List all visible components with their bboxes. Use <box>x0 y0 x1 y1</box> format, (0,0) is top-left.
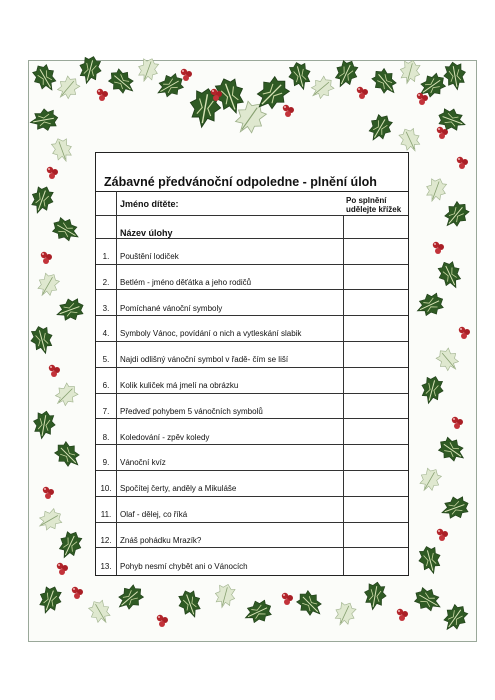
task-number: 11. <box>100 510 112 519</box>
task-name: Kolik kuliček má jmelí na obrázku <box>120 381 239 390</box>
task-number: 3. <box>102 303 110 313</box>
table-row <box>96 523 408 549</box>
task-number: 13. <box>100 561 112 571</box>
task-worksheet <box>95 152 409 576</box>
task-number: 5. <box>102 355 110 365</box>
task-number: 7. <box>102 406 110 416</box>
task-name-column-header: Název úlohy <box>120 228 173 238</box>
task-name: Symboly Vánoc, povídání o nich a vytleskání slabik <box>120 329 302 339</box>
task-number: 2. <box>102 277 110 287</box>
task-name: Koledování - zpěv koledy <box>120 432 210 442</box>
task-name: Vánoční kvíz <box>120 458 166 468</box>
table-row <box>96 497 408 523</box>
task-name: Pohyb nesmí chybět ani o Vánocích <box>120 561 248 571</box>
table-header-row <box>96 216 408 239</box>
completion-checkbox-cell[interactable] <box>343 316 408 341</box>
completion-checkbox-cell[interactable] <box>343 291 408 316</box>
completion-checkbox-cell[interactable] <box>343 471 408 496</box>
task-number: 6. <box>102 381 110 390</box>
table-row <box>96 342 408 368</box>
completion-checkbox-cell[interactable] <box>343 265 408 290</box>
task-number: 12. <box>100 535 112 545</box>
completion-column-header: Po splnění udělejte křížek <box>346 196 402 214</box>
table-row <box>96 368 408 394</box>
task-name: Betlém - jméno děťátka a jeho rodičů <box>120 277 252 287</box>
task-name: Znáš pohádku Mrazík? <box>120 535 202 545</box>
completion-checkbox-cell[interactable] <box>343 497 408 522</box>
table-row <box>96 239 408 265</box>
task-number: 4. <box>102 329 110 339</box>
table-row <box>96 471 408 497</box>
table-row <box>96 549 408 575</box>
completion-checkbox-cell[interactable] <box>343 420 408 445</box>
completion-checkbox-cell[interactable] <box>343 368 408 393</box>
task-number: 1. <box>102 252 110 261</box>
task-number: 10. <box>100 484 112 494</box>
table-row <box>96 291 408 317</box>
task-number: 8. <box>102 432 110 442</box>
number-column-divider <box>116 191 117 575</box>
task-name: Olaf - dělej, co říká <box>120 510 188 519</box>
child-name-label: Jméno dítěte: <box>120 199 179 209</box>
task-name: Pomíchané vánoční symboly <box>120 303 223 313</box>
completion-checkbox-cell[interactable] <box>343 239 408 264</box>
table-row <box>96 394 408 420</box>
table-row <box>96 420 408 446</box>
task-name: Najdi odlišný vánoční symbol v řadě- čím se liší <box>120 355 289 365</box>
table-row <box>96 316 408 342</box>
completion-checkbox-cell[interactable] <box>343 445 408 470</box>
task-number: 9. <box>102 458 110 468</box>
completion-checkbox-cell[interactable] <box>343 394 408 419</box>
completion-checkbox-cell[interactable] <box>343 523 408 548</box>
table-row <box>96 445 408 471</box>
table-row <box>96 265 408 291</box>
completion-checkbox-cell[interactable] <box>343 342 408 367</box>
task-name: Spočítej čerty, anděly a Mikuláše <box>120 484 237 494</box>
task-name: Pouštění lodiček <box>120 252 179 261</box>
worksheet-title: Zábavné předvánoční odpoledne - plnění úloh <box>96 172 408 192</box>
completion-checkbox-cell[interactable] <box>343 549 408 575</box>
task-name: Předveď pohybem 5 vánočních symbolů <box>120 406 263 416</box>
completion-column-divider <box>343 216 344 575</box>
